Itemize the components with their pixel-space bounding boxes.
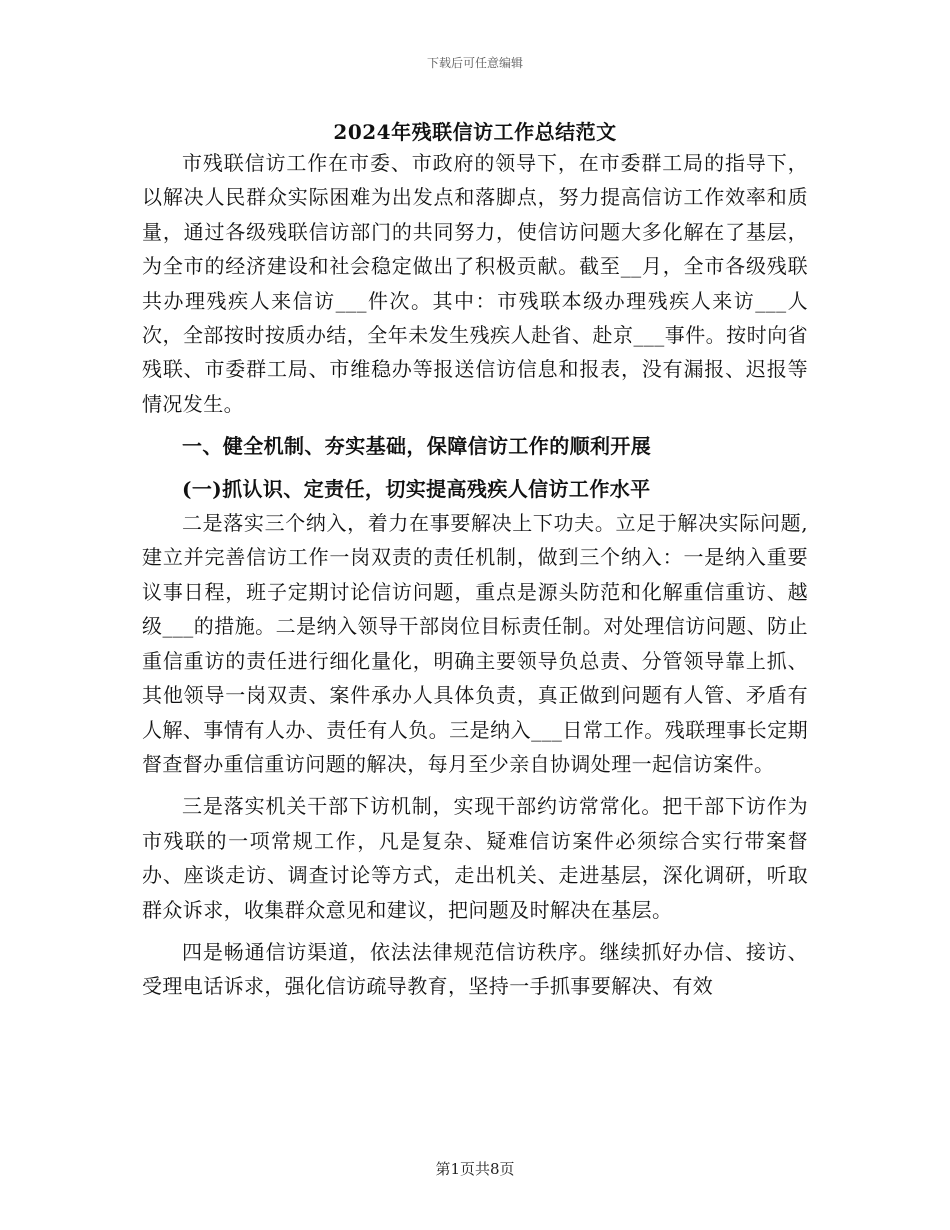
document-title: 2024年残联信访工作总结范文: [333, 120, 617, 144]
page-header-note: 下载后可任意编辑: [426, 56, 523, 70]
paragraph-four: 四是畅通信访渠道，依法法律规范信访秩序。继续抓好办信、接访、受理电话诉求，强化信访疏导教育，坚持一手抓事要解决、有效: [142, 939, 808, 999]
intro-paragraph: 市残联信访工作在市委、市政府的领导下，在市委群工局的指导下，以解决人民群众实际困难为出发点和落脚点，努力提高信访工作效率和质量，通过各级残联信访部门的共同努力，使信访问题大多化解在了基层，为全市的经济建设和社会稳定做出了积极贡献。截至__月，全市各级残联共办理残疾人来信访___件次。其中：市残联本级办理残疾人来访___人次，全部按时按质办结，全年未发生残疾人赴省、赴京___事件。按时向省残联、市委群工局、市维稳办等报送信访信息和报表，没有漏报、迟报等情况发生。: [142, 151, 808, 416]
document-body: [142, 146, 808, 1004]
subsection-heading: (一)抓认识、定责任，切实提高残疾人信访工作水平: [182, 476, 651, 501]
paragraph-three: 三是落实机关干部下访机制，实现干部约访常常化。把干部下访作为市残联的一项常规工作，凡是复杂、疑难信访案件必须综合实行带案督办、座谈走访、调查讨论等方式，走出机关、走进基层，深化调研，听取群众诉求，收集群众意见和建议，把问题及时解决在基层。: [142, 794, 808, 922]
section-heading: 一、健全机制、夯实基础，保障信访工作的顺利开展: [182, 434, 652, 459]
paragraph-two: 二是落实三个纳入，着力在事要解决上下功夫。立足于解决实际问题,建立并完善信访工作一岗双责的责任机制，做到三个纳入：一是纳入重要议事日程，班子定期讨论信访问题，重点是源头防范和化解重信重访、越级___的措施。二是纳入领导干部岗位目标责任制。对处理信访问题、防止重信重访的责任进行细化量化，明确主要领导负总责、分管领导靠上抓、其他领导一岗双责、案件承办人具体负责，真正做到问题有人管、矛盾有人解、事情有人办、责任有人负。三是纳入___日常工作。残联理事长定期督查督办重信重访问题的解决，每月至少亲自协调处理一起信访案件。: [142, 511, 808, 776]
page-number: 第1页共8页: [435, 1160, 515, 1178]
